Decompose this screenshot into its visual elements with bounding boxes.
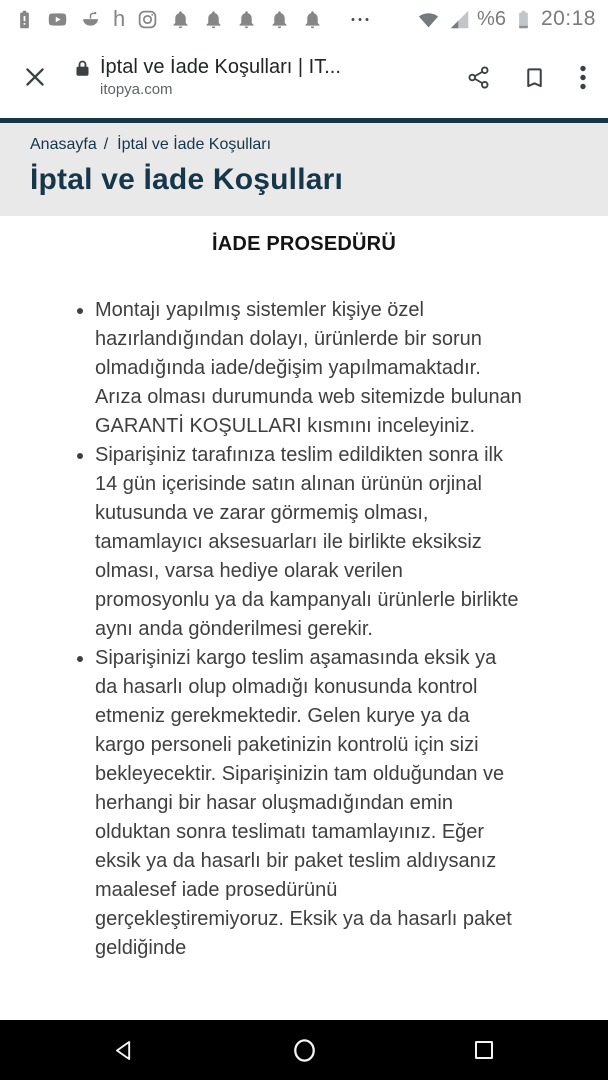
list-item: • Siparişiniz tarafınıza teslim edildikten sonra ilk 14 gün içerisinde satın alınan ürünün orjinal kutusunda ve zarar görmemiş olması, tamamlayıcı aksesuarları ile birlikte eksiksiz olması, varsa hediye olarak verilen promosyonlu ya da kampanyalı ürünlerle birlikte aynı anda gönderilmesi gerekir. [95,441,522,644]
instagram-icon [137,9,158,30]
page-title: İptal ve İade Koşulları [30,163,344,196]
close-tab-button[interactable] [22,64,48,90]
bell-notification-icon [236,9,257,30]
android-navigation-bar [0,1020,608,1080]
tab-url: itopya.com [100,81,173,98]
youtube-icon [47,9,68,30]
clock: 20:18 [540,7,596,30]
more-notifications-icon [349,9,371,30]
notification-icons [14,8,371,30]
bell-notification-icon [170,9,191,30]
status-indicators [418,7,596,31]
wifi-icon [418,9,439,30]
breadcrumb-home-link[interactable]: Anasayfa [30,136,97,153]
list-item: • Montajı yapılmış sistemler kişiye özel hazırlandığından dolayı, ürünlerde bir sorun olmadığında iade/değişim yapılmamaktadır. Arıza olması durumunda web sitemizde bulunan GARANTİ KOŞULLARI kısmını inceleyiniz. [95,296,522,441]
food-bowl-icon [80,9,101,30]
h-app-icon: h [113,6,126,31]
article-content [0,216,608,1020]
bookmark-button[interactable] [523,65,546,90]
section-heading: İADE PROSEDÜRÜ [212,233,396,255]
share-button[interactable] [466,65,491,90]
breadcrumb [30,136,578,154]
bell-notification-icon [203,9,224,30]
bell-notification-icon [269,9,290,30]
page-header [0,118,608,216]
cell-signal-icon [449,9,470,30]
recent-apps-button[interactable] [472,1038,496,1062]
browser-toolbar [0,36,608,118]
battery-percent: %6 [477,7,506,30]
secure-lock-icon[interactable] [74,58,91,78]
breadcrumb-current: İptal ve İade Koşulları [117,136,272,153]
overflow-menu-button[interactable] [578,64,588,91]
bell-notification-icon [302,9,323,30]
page-title-block [74,56,458,98]
tab-title: İptal ve İade Koşulları | IT... [100,56,341,78]
back-button[interactable] [112,1037,137,1064]
breadcrumb-separator: / [103,136,109,153]
return-policy-list [0,296,608,963]
home-button[interactable] [291,1037,318,1064]
battery-level-icon [513,9,534,30]
list-item: • Siparişinizi kargo teslim aşamasında eksik ya da hasarlı olup olmadığı konusunda kontrol etmeniz gerekmektedir. Gelen kurye ya da kargo personeli paketinizin kontrolü için sizi bekleyecektir. Siparişinizin tam olduğundan ve herhangi bir hasar oluşmadığından emin olduktan sonra teslimatı tamamlayınız. Eğer eksik ya da hasarlı bir paket teslim aldıysanız maalesef iade prosedürünü gerçekleştiremiyoruz. Eksik ya da hasarlı paket geldiğinde [95,644,522,963]
battery-alert-icon [14,9,35,30]
status-bar [0,0,608,36]
